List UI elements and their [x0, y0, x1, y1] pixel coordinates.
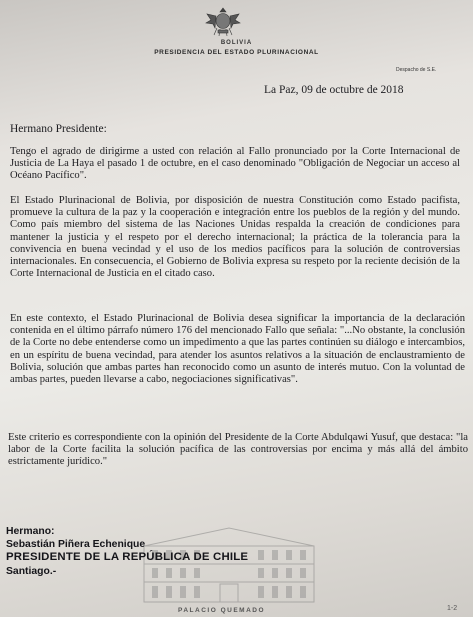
- addressee-block: [6, 525, 248, 578]
- paragraph-4: Este criterio es correspondiente con la opinión del Presidente de la Corte Abdulqawi Yusuf, que destaca: "la labor de la Corte facilita la solución pacífica de las controversias por encima y más allá del ámbito estrictamente jurídico.": [8, 432, 468, 468]
- addressee-greeting: Hermano:: [6, 526, 55, 537]
- letterhead-country: BOLIVIA: [220, 40, 253, 46]
- letter-date: La Paz, 09 de octubre de 2018: [264, 84, 404, 96]
- addressee-name: Sebastián Piñera Echenique: [6, 539, 146, 551]
- letterhead-reference: Despacho de S.E.: [396, 67, 437, 73]
- bolivia-coat-of-arms-icon: [204, 6, 242, 38]
- addressee-title: PRESIDENTE DE LA REPÚBLICA DE CHILE: [6, 551, 249, 564]
- page-number: 1-2: [447, 605, 458, 612]
- letterhead-office: PRESIDENCIA DEL ESTADO PLURINACIONAL: [154, 49, 319, 56]
- paragraph-3: En este contexto, el Estado Plurinacional de Bolivia desea significar la importancia de la declaración contenida en el último párrafo número 176 del mencionado Fallo que señala: "...No obstante, la conclusión de la Corte no debe entenderse como un impedimento a que las partes continúen su diálogo e intercambios, en un espíritu de buena vecindad, para atender los asuntos relativos a la situación de enclaustramiento de Bolivia, solución que ambas partes han reconocido como un asunto de interés mutuo. Con la voluntad de ambas partes, pueden llevarse a cabo, negociaciones significativas".: [10, 313, 465, 386]
- paragraph-2: El Estado Plurinacional de Bolivia, por disposición de nuestra Constitución como Estado pacifista, promueve la cultura de la paz y la cooperación e integración entre los pueblos de la región y del mundo. Como país miembro del sistema de las Naciones Unidas respalda la creación de condiciones para mantener la justicia y el respeto por el derecho internacional; la práctica de la tolerancia para la convivencia en buena vecindad y el uso de los medios pacíficos para la solución de controversias internacionales. En consecuencia, el Gobierno de Bolivia expresa su respeto por la reciente decisión de la Corte Internacional de Justicia en el citado caso.: [10, 195, 460, 280]
- paragraph-1: Tengo el agrado de dirigirme a usted con relación al Fallo pronunciado por la Corte Internacional de Justicia de La Haya el pasado 1 de octubre, en el caso denominado "Obligación de Negociar un acceso al Océano Pacífico".: [10, 146, 460, 182]
- watermark-caption: PALACIO QUEMADO: [178, 607, 266, 614]
- salutation: Hermano Presidente:: [10, 123, 107, 135]
- addressee-city: Santiago.-: [6, 565, 57, 577]
